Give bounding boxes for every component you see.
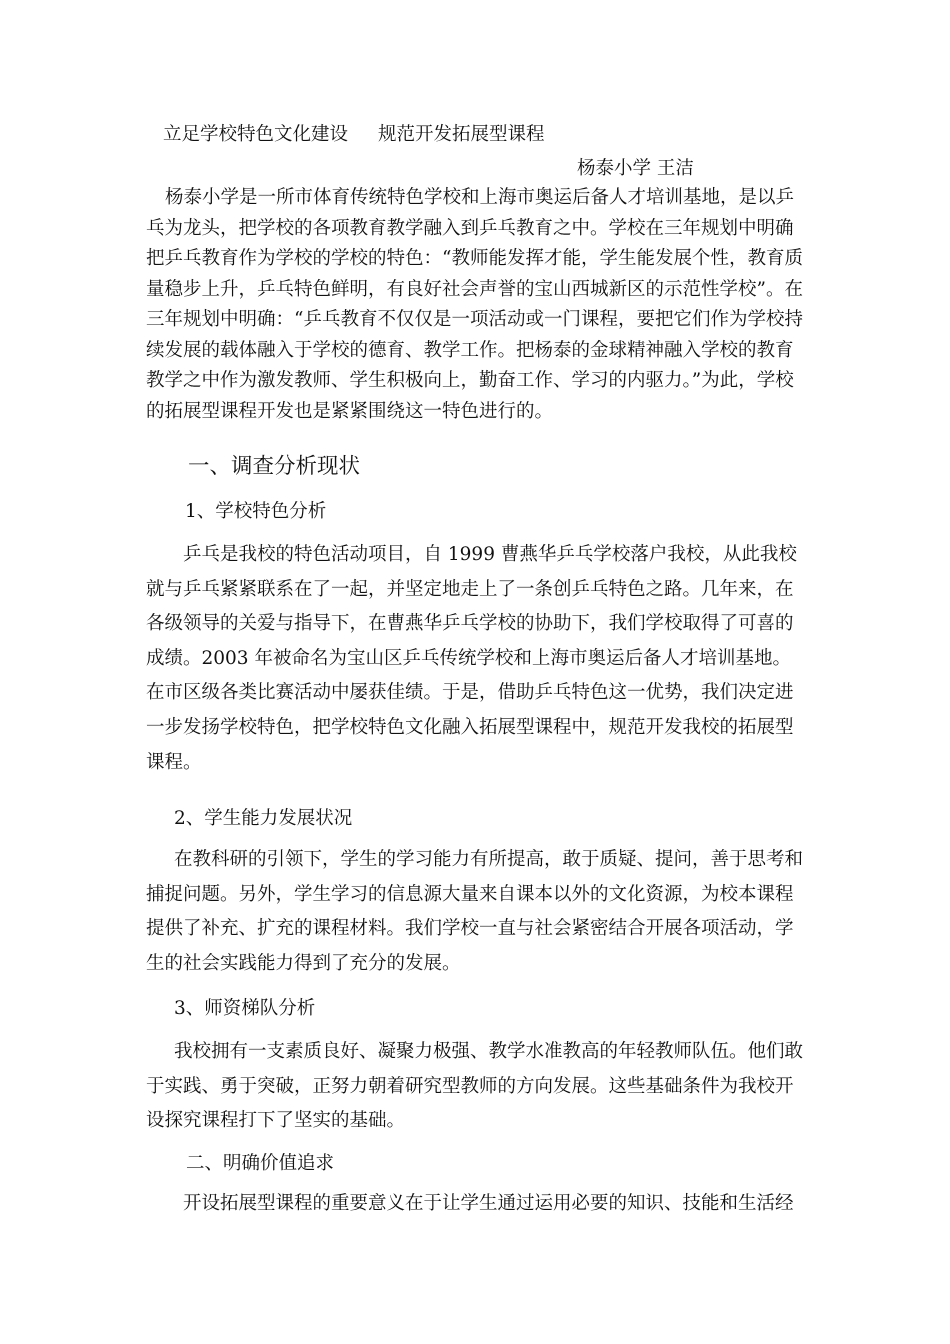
section1-heading: 一、调查分析现状 <box>188 454 361 479</box>
title-right: 规范开发拓展型课程 <box>378 124 545 145</box>
intro-text: 杨泰小学是一所市体育传统特色学校和上海市奥运后备人才培训基地，是以乒乓为龙头，把学校的各项教育教学融入到乒乓教育之中。学校在三年规划中明确把乒乓教育作为学校的学校的特色：“教师能发挥才能，学生能发展个性，教育质量稳步上升，乒乓特色鲜明，有良好社会声誉的宝山西城新区的示范性学校”。在三年规划中明确：“乒乓教育不仅仅是一项活动或一门课程，要把它们作为学校持续发展的载体融入于学校的德育、教学工作。把杨泰的金球精神融入学校的教育教学之中作为激发教师、学生积极向上，勤奋工作、学习的内驱力。”为此，学校的拓展型课程开发也是紧紧围绕这一特色进行的。 <box>146 187 803 422</box>
section2-heading: 二、明确价值追求 <box>186 1153 335 1174</box>
author-line: 杨泰小学 王洁 <box>577 158 694 179</box>
subsection3-paragraph <box>146 1035 808 1139</box>
subsection2-paragraph <box>146 843 808 981</box>
subsection3-text: 我校拥有一支素质良好、凝聚力极强、教学水准教高的年轻教师队伍。他们敢于实践、勇于突破，正努力朝着研究型教师的方向发展。这些基础条件为我校开设探究课程打下了坚实的基础。 <box>146 1041 804 1132</box>
subsection2-text: 在教科研的引领下，学生的学习能力有所提高，敢于质疑、提问，善于思考和捕捉问题。另外，学生学习的信息源大量来自课本以外的文化资源，为校本课程提供了补充、扩充的课程材料。我们学校一直与社会紧密结合开展各项活动，学生的社会实践能力得到了充分的发展。 <box>146 849 804 974</box>
section2-paragraph <box>146 1187 818 1222</box>
subsection3-heading: 3、师资梯队分析 <box>174 998 316 1019</box>
title-left: 立足学校特色文化建设 <box>163 124 349 145</box>
subsection1-text: 乒乓是我校的特色活动项目，自 1999 曹燕华乒乓学校落户我校，从此我校就与乒乓紧紧联系在了一起，并坚定地走上了一条创乒乓特色之路。几年来，在各级领导的关爱与指导下，在曹燕华乒乓学校的协助下，我们学校取得了可喜的成绩。2003 年被命名为宝山区乒乓传统学校和上海市奥运后备人才培训基地。在市区级各类比赛活动中屡获佳绩。于是，借助乒乓特色这一优势，我们决定进一步发扬学校特色，把学校特色文化融入拓展型课程中，规范开发我校的拓展型课程。 <box>146 544 797 773</box>
section2-text: 开设拓展型课程的重要意义在于让学生通过运用必要的知识、技能和生活经 <box>183 1193 794 1214</box>
subsection2-heading: 2、学生能力发展状况 <box>174 808 353 829</box>
intro-paragraph <box>146 183 806 427</box>
document-title <box>163 121 545 149</box>
subsection1-heading: 1、学校特色分析 <box>185 501 327 522</box>
subsection1-paragraph <box>146 538 808 780</box>
